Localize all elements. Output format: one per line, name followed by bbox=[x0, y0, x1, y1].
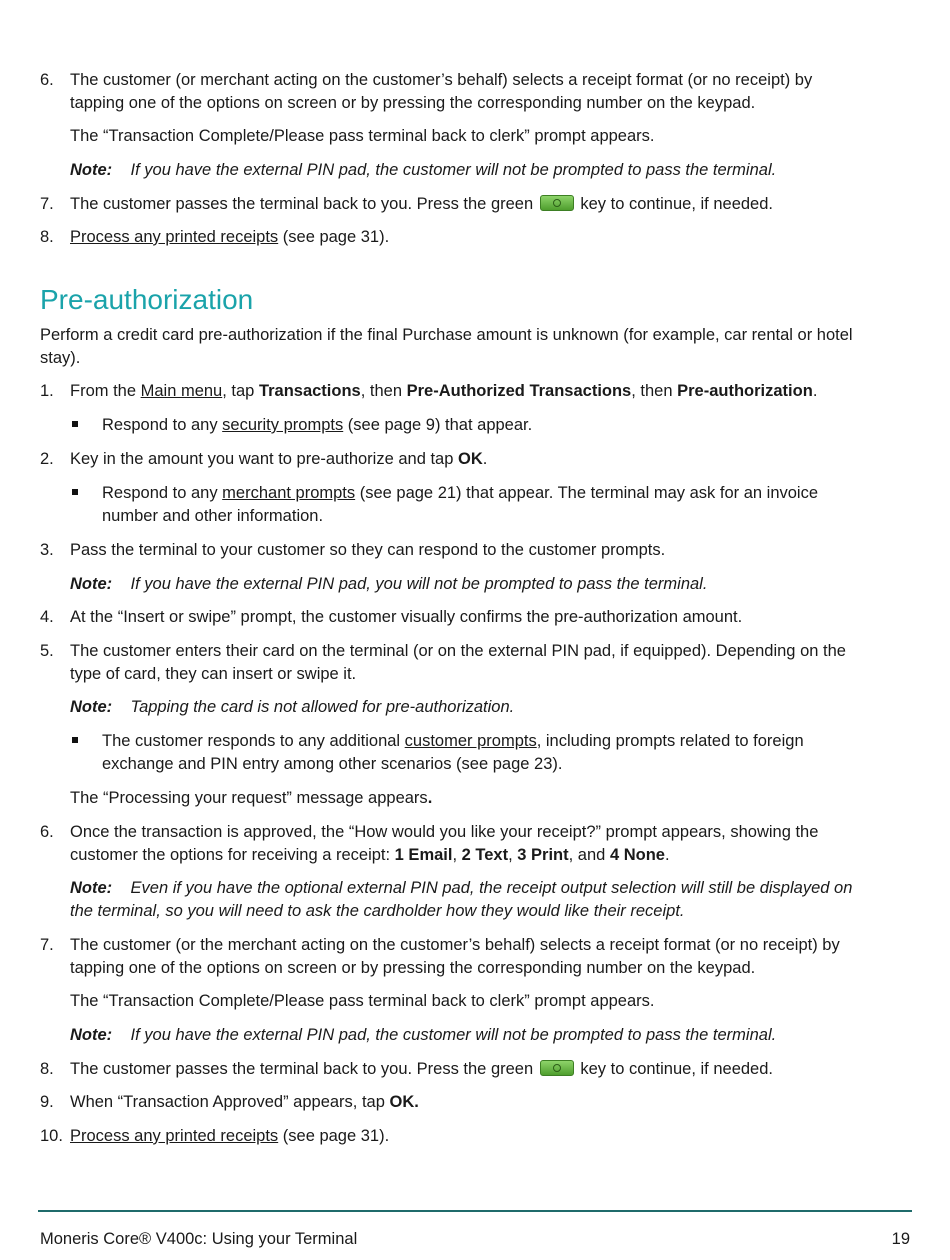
section-heading: Pre-authorization bbox=[40, 284, 254, 315]
note-label: Note: bbox=[70, 879, 113, 897]
step-text-part: (see page 31). bbox=[278, 1127, 390, 1145]
note-label: Note: bbox=[70, 698, 113, 716]
note-text: the terminal, so you will need to ask the cardholder how they would like their receipt. bbox=[70, 902, 685, 920]
prompt-text: The “Transaction Complete/Please pass terminal back to clerk” prompt appears. bbox=[70, 127, 655, 145]
step-text: tapping one of the options on screen or by pressing the corresponding number on the keypad. bbox=[70, 94, 756, 112]
note bbox=[70, 696, 514, 718]
bullet-icon bbox=[72, 737, 78, 743]
step-text: The customer (or the merchant acting on the customer’s behalf) selects a receipt format (or no receipt) by bbox=[70, 936, 840, 954]
step-text: type of card, they can insert or swipe it. bbox=[70, 665, 357, 683]
bullet-text-part: (see page 21) that appear. The terminal may ask for an invoice bbox=[355, 484, 819, 502]
step-text bbox=[70, 193, 773, 215]
step-number: 7. bbox=[40, 195, 54, 213]
step-text bbox=[70, 844, 670, 866]
note-label: Note: bbox=[70, 575, 113, 593]
note bbox=[70, 1024, 776, 1046]
step-text bbox=[70, 226, 389, 248]
prompt-text: The “Transaction Complete/Please pass terminal back to clerk” prompt appears. bbox=[70, 992, 655, 1010]
ok-label: OK bbox=[458, 450, 483, 468]
step-number: 8. bbox=[40, 1060, 54, 1078]
step-text-part: , tap bbox=[222, 382, 259, 400]
step-text-part: key to continue, if needed. bbox=[580, 1060, 773, 1078]
step-number: 7. bbox=[40, 936, 54, 954]
green-enter-key-icon bbox=[540, 195, 574, 211]
step-text-part: , bbox=[508, 846, 518, 864]
step-text-part: key to continue, if needed. bbox=[580, 195, 773, 213]
bullet-icon bbox=[72, 489, 78, 495]
receipt-option-email: 1 Email bbox=[394, 846, 453, 864]
step-text-part: . bbox=[664, 846, 670, 864]
step-text-part: , bbox=[452, 846, 462, 864]
step-number: 5. bbox=[40, 642, 54, 660]
bullet-text bbox=[102, 414, 532, 436]
process-receipts-link[interactable]: Process any printed receipts bbox=[70, 1127, 279, 1145]
step-text bbox=[70, 380, 817, 402]
green-enter-key-icon bbox=[540, 1060, 574, 1076]
bullet-text-part: The customer responds to any additional bbox=[102, 732, 405, 750]
receipt-option-text: 2 Text bbox=[461, 846, 509, 864]
message-text-part: The “Processing your request” message appears bbox=[70, 789, 428, 807]
note-text: If you have the external PIN pad, you will not be prompted to pass the terminal. bbox=[130, 575, 708, 593]
note bbox=[70, 159, 776, 181]
note bbox=[70, 877, 852, 899]
step-text bbox=[70, 1091, 419, 1113]
note-text: Even if you have the optional external PIN pad, the receipt output selection will still be displayed on bbox=[130, 879, 853, 897]
menu-option-preauthorization: Pre-authorization bbox=[677, 382, 813, 400]
step-number: 6. bbox=[40, 823, 54, 841]
process-receipts-link[interactable]: Process any printed receipts bbox=[70, 228, 279, 246]
step-text: The customer (or merchant acting on the customer’s behalf) selects a receipt format (or no receipt) by bbox=[70, 71, 813, 89]
note-label: Note: bbox=[70, 161, 113, 179]
step-text-part: , then bbox=[631, 382, 678, 400]
step-text-part: , and bbox=[568, 846, 610, 864]
step-text-part: Key in the amount you want to pre-authorize and tap bbox=[70, 450, 458, 468]
receipt-option-print: 3 Print bbox=[517, 846, 569, 864]
step-number: 9. bbox=[40, 1093, 54, 1111]
bullet-text bbox=[102, 482, 818, 504]
note-text: Tapping the card is not allowed for pre-authorization. bbox=[130, 698, 515, 716]
step-text bbox=[70, 1125, 389, 1147]
bullet-text-part: (see page 9) that appear. bbox=[343, 416, 533, 434]
main-menu-link[interactable]: Main menu bbox=[140, 382, 223, 400]
step-text-part: , then bbox=[360, 382, 407, 400]
bullet-icon bbox=[72, 421, 78, 427]
step-text-part: The customer passes the terminal back to you. Press the green bbox=[70, 1060, 534, 1078]
step-text-part: From the bbox=[70, 382, 141, 400]
message-text-part: . bbox=[427, 789, 433, 807]
footer-title: Moneris Core® V400c: Using your Terminal bbox=[40, 1230, 358, 1248]
bullet-text-part: , including prompts related to foreign bbox=[536, 732, 804, 750]
step-text bbox=[70, 1058, 773, 1080]
step-text-part: . bbox=[812, 382, 818, 400]
step-text: tapping one of the options on screen or by pressing the corresponding number on the keypad. bbox=[70, 959, 756, 977]
step-number: 8. bbox=[40, 228, 54, 246]
bullet-text: exchange and PIN entry among other scenarios (see page 23). bbox=[102, 755, 563, 773]
bullet-text-part: Respond to any bbox=[102, 484, 223, 502]
step-number: 10. bbox=[40, 1127, 63, 1145]
step-text-part: The customer passes the terminal back to you. Press the green bbox=[70, 195, 534, 213]
receipt-option-none: 4 None bbox=[609, 846, 665, 864]
step-text: The customer enters their card on the terminal (or on the external PIN pad, if equipped). Depending on the bbox=[70, 642, 846, 660]
ok-label: OK. bbox=[389, 1093, 419, 1111]
intro-text: stay). bbox=[40, 349, 81, 367]
step-number: 6. bbox=[40, 71, 54, 89]
note-text: If you have the external PIN pad, the customer will not be prompted to pass the terminal. bbox=[130, 1026, 777, 1044]
step-number: 4. bbox=[40, 608, 54, 626]
note-label: Note: bbox=[70, 1026, 113, 1044]
step-text bbox=[70, 448, 487, 470]
bullet-text bbox=[102, 730, 804, 752]
step-number: 1. bbox=[40, 382, 54, 400]
security-prompts-link[interactable]: security prompts bbox=[222, 416, 344, 434]
step-text-part: When “Transaction Approved” appears, tap bbox=[70, 1093, 390, 1111]
menu-option-preauthorized: Pre-Authorized Transactions bbox=[406, 382, 632, 400]
step-text-part: customer the options for receiving a receipt: bbox=[70, 846, 395, 864]
note bbox=[70, 573, 707, 595]
note-text: If you have the external PIN pad, the customer will not be prompted to pass the terminal. bbox=[130, 161, 777, 179]
step-text: Once the transaction is approved, the “How would you like your receipt?” prompt appears, showing the bbox=[70, 823, 819, 841]
step-text: Pass the terminal to your customer so they can respond to the customer prompts. bbox=[70, 541, 666, 559]
bullet-text: number and other information. bbox=[102, 507, 324, 525]
step-number: 3. bbox=[40, 541, 54, 559]
intro-text: Perform a credit card pre-authorization if the final Purchase amount is unknown (for example, car rental or hotel bbox=[40, 326, 853, 344]
customer-prompts-link[interactable]: customer prompts bbox=[404, 732, 537, 750]
menu-option-transactions: Transactions bbox=[258, 382, 361, 400]
step-number: 2. bbox=[40, 450, 54, 468]
footer-divider bbox=[38, 1210, 912, 1212]
step-text-part: . bbox=[482, 450, 488, 468]
page-number: 19 bbox=[891, 1230, 910, 1248]
message-text bbox=[70, 787, 432, 809]
merchant-prompts-link[interactable]: merchant prompts bbox=[222, 484, 356, 502]
step-text-part: (see page 31). bbox=[278, 228, 390, 246]
step-text: At the “Insert or swipe” prompt, the customer visually confirms the pre-authorization amount. bbox=[70, 608, 743, 626]
bullet-text-part: Respond to any bbox=[102, 416, 223, 434]
